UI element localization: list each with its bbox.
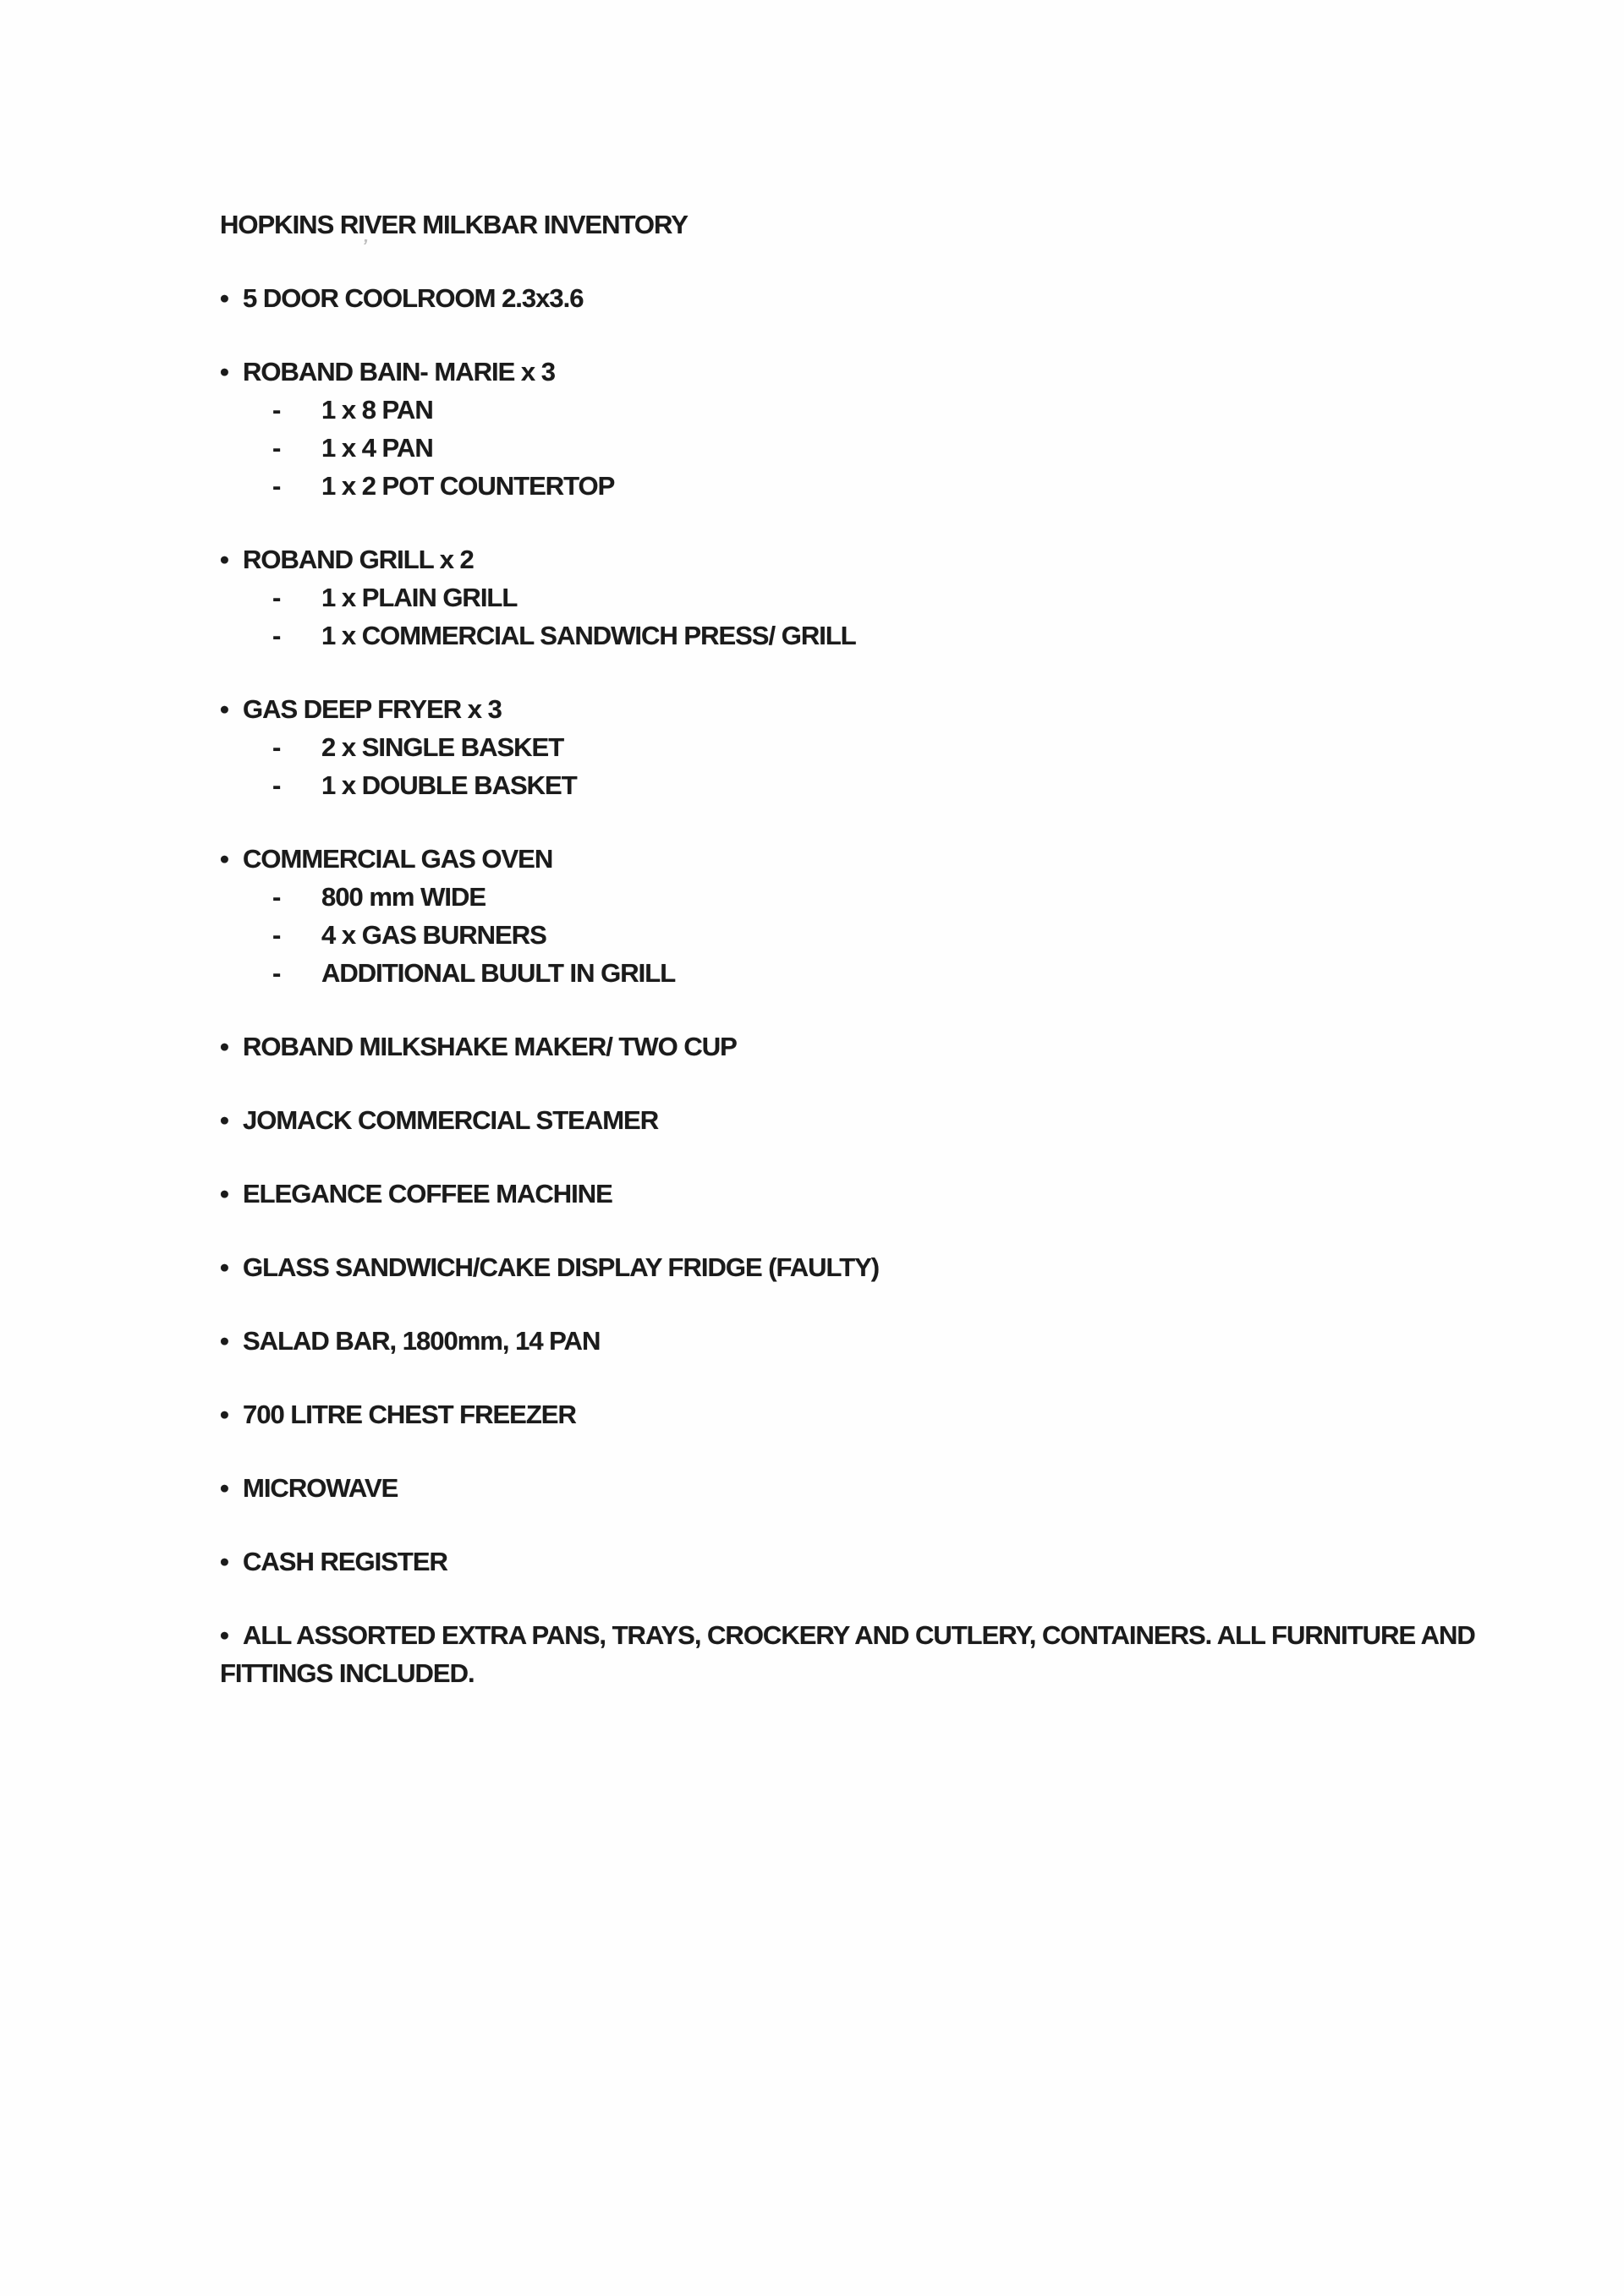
inventory-item-label: 5 DOOR COOLROOM 2.3x3.6 <box>243 283 584 313</box>
dash-icon: - <box>272 732 281 762</box>
inventory-list <box>220 279 1489 1692</box>
inventory-item <box>220 1101 1489 1139</box>
inventory-item-line <box>220 540 1489 578</box>
dash-icon: - <box>272 583 281 612</box>
inventory-item <box>220 540 1489 655</box>
inventory-item-label: GAS DEEP FRYER x 3 <box>243 694 502 724</box>
bullet-icon: • <box>220 1105 228 1135</box>
bullet-icon: • <box>220 1179 228 1208</box>
inventory-sub-item-label: 4 x GAS BURNERS <box>321 920 546 950</box>
inventory-item-label: CASH REGISTER <box>243 1547 447 1576</box>
inventory-item <box>220 1248 1489 1286</box>
inventory-item <box>220 279 1489 317</box>
inventory-sub-item <box>220 954 1489 992</box>
inventory-item-line <box>220 1027 1489 1066</box>
inventory-item-line <box>220 1248 1489 1286</box>
page-title: HOPKINS RIVER MILKBAR INVENTORY <box>220 210 688 239</box>
inventory-sub-item-label: 1 x PLAIN GRILL <box>321 583 518 612</box>
bullet-icon: • <box>220 1032 228 1061</box>
inventory-item <box>220 1616 1489 1692</box>
inventory-sub-item <box>220 578 1489 616</box>
inventory-item-line <box>220 1175 1489 1213</box>
inventory-sub-item <box>220 429 1489 467</box>
inventory-sub-item-label: 1 x 4 PAN <box>321 433 433 463</box>
inventory-item-label: ROBAND BAIN- MARIE x 3 <box>243 357 555 386</box>
inventory-item-line <box>220 1616 1489 1654</box>
inventory-item-line <box>220 690 1489 728</box>
inventory-sub-item-label: 2 x SINGLE BASKET <box>321 732 564 762</box>
inventory-item-line <box>220 353 1489 391</box>
inventory-sub-item-label: 1 x DOUBLE BASKET <box>321 770 577 800</box>
bullet-icon: • <box>220 545 228 574</box>
inventory-sub-item <box>220 728 1489 766</box>
inventory-item <box>220 1322 1489 1360</box>
bullet-icon: • <box>220 1400 228 1429</box>
bullet-icon: • <box>220 1326 228 1356</box>
inventory-sub-item <box>220 878 1489 916</box>
dash-icon: - <box>272 770 281 800</box>
inventory-sub-item-label: 1 x 8 PAN <box>321 395 433 425</box>
inventory-item-label: ELEGANCE COFFEE MACHINE <box>243 1179 612 1208</box>
inventory-item-label: ALL ASSORTED EXTRA PANS, TRAYS, CROCKERY AND CUTLERY, CONTAINERS. ALL FURNITURE AND <box>243 1620 1475 1650</box>
inventory-item <box>220 353 1489 505</box>
inventory-sub-item <box>220 916 1489 954</box>
inventory-item-line <box>220 1469 1489 1507</box>
inventory-sub-item-label: 1 x COMMERCIAL SANDWICH PRESS/ GRILL <box>321 621 856 650</box>
inventory-sub-item <box>220 467 1489 505</box>
bullet-icon: • <box>220 357 228 386</box>
dash-icon: - <box>272 395 281 425</box>
inventory-item <box>220 1027 1489 1066</box>
bullet-icon: • <box>220 844 228 874</box>
dash-icon: - <box>272 920 281 950</box>
dash-icon: - <box>272 882 281 912</box>
inventory-item <box>220 1469 1489 1507</box>
inventory-item-label: 700 LITRE CHEST FREEZER <box>243 1400 576 1429</box>
bullet-icon: • <box>220 1473 228 1503</box>
inventory-item-label: ROBAND MILKSHAKE MAKER/ TWO CUP <box>243 1032 737 1061</box>
bullet-icon: • <box>220 283 228 313</box>
dash-icon: - <box>272 433 281 463</box>
dash-icon: - <box>272 621 281 650</box>
scan-artifact-mark: ʼ <box>359 234 370 257</box>
inventory-item-line <box>220 1395 1489 1433</box>
inventory-sub-item <box>220 391 1489 429</box>
inventory-item-label: GLASS SANDWICH/CAKE DISPLAY FRIDGE (FAULTY) <box>243 1252 880 1282</box>
inventory-item-label: JOMACK COMMERCIAL STEAMER <box>243 1105 659 1135</box>
inventory-item <box>220 840 1489 992</box>
inventory-item-label: SALAD BAR, 1800mm, 14 PAN <box>243 1326 601 1356</box>
dash-icon: - <box>272 958 281 988</box>
dash-icon: - <box>272 471 281 501</box>
inventory-sub-item-label: 800 mm WIDE <box>321 882 486 912</box>
inventory-item-wrapped-line: FITTINGS INCLUDED. <box>220 1658 475 1688</box>
inventory-sub-item <box>220 766 1489 804</box>
inventory-item <box>220 1175 1489 1213</box>
bullet-icon: • <box>220 694 228 724</box>
inventory-item-line <box>220 1322 1489 1360</box>
inventory-item-label: MICROWAVE <box>243 1473 398 1503</box>
inventory-item <box>220 690 1489 804</box>
inventory-item-line <box>220 1543 1489 1581</box>
inventory-item <box>220 1395 1489 1433</box>
bullet-icon: • <box>220 1620 228 1650</box>
bullet-icon: • <box>220 1252 228 1282</box>
inventory-item-label: COMMERCIAL GAS OVEN <box>243 844 553 874</box>
inventory-item-line <box>220 279 1489 317</box>
inventory-item-line <box>220 1101 1489 1139</box>
inventory-item-line <box>220 840 1489 878</box>
inventory-sub-item <box>220 616 1489 655</box>
bullet-icon: • <box>220 1547 228 1576</box>
inventory-item <box>220 1543 1489 1581</box>
inventory-item-label: ROBAND GRILL x 2 <box>243 545 474 574</box>
document-content <box>220 205 1489 1728</box>
inventory-sub-item-label: 1 x 2 POT COUNTERTOP <box>321 471 615 501</box>
inventory-sub-item-label: ADDITIONAL BUULT IN GRILL <box>321 958 676 988</box>
